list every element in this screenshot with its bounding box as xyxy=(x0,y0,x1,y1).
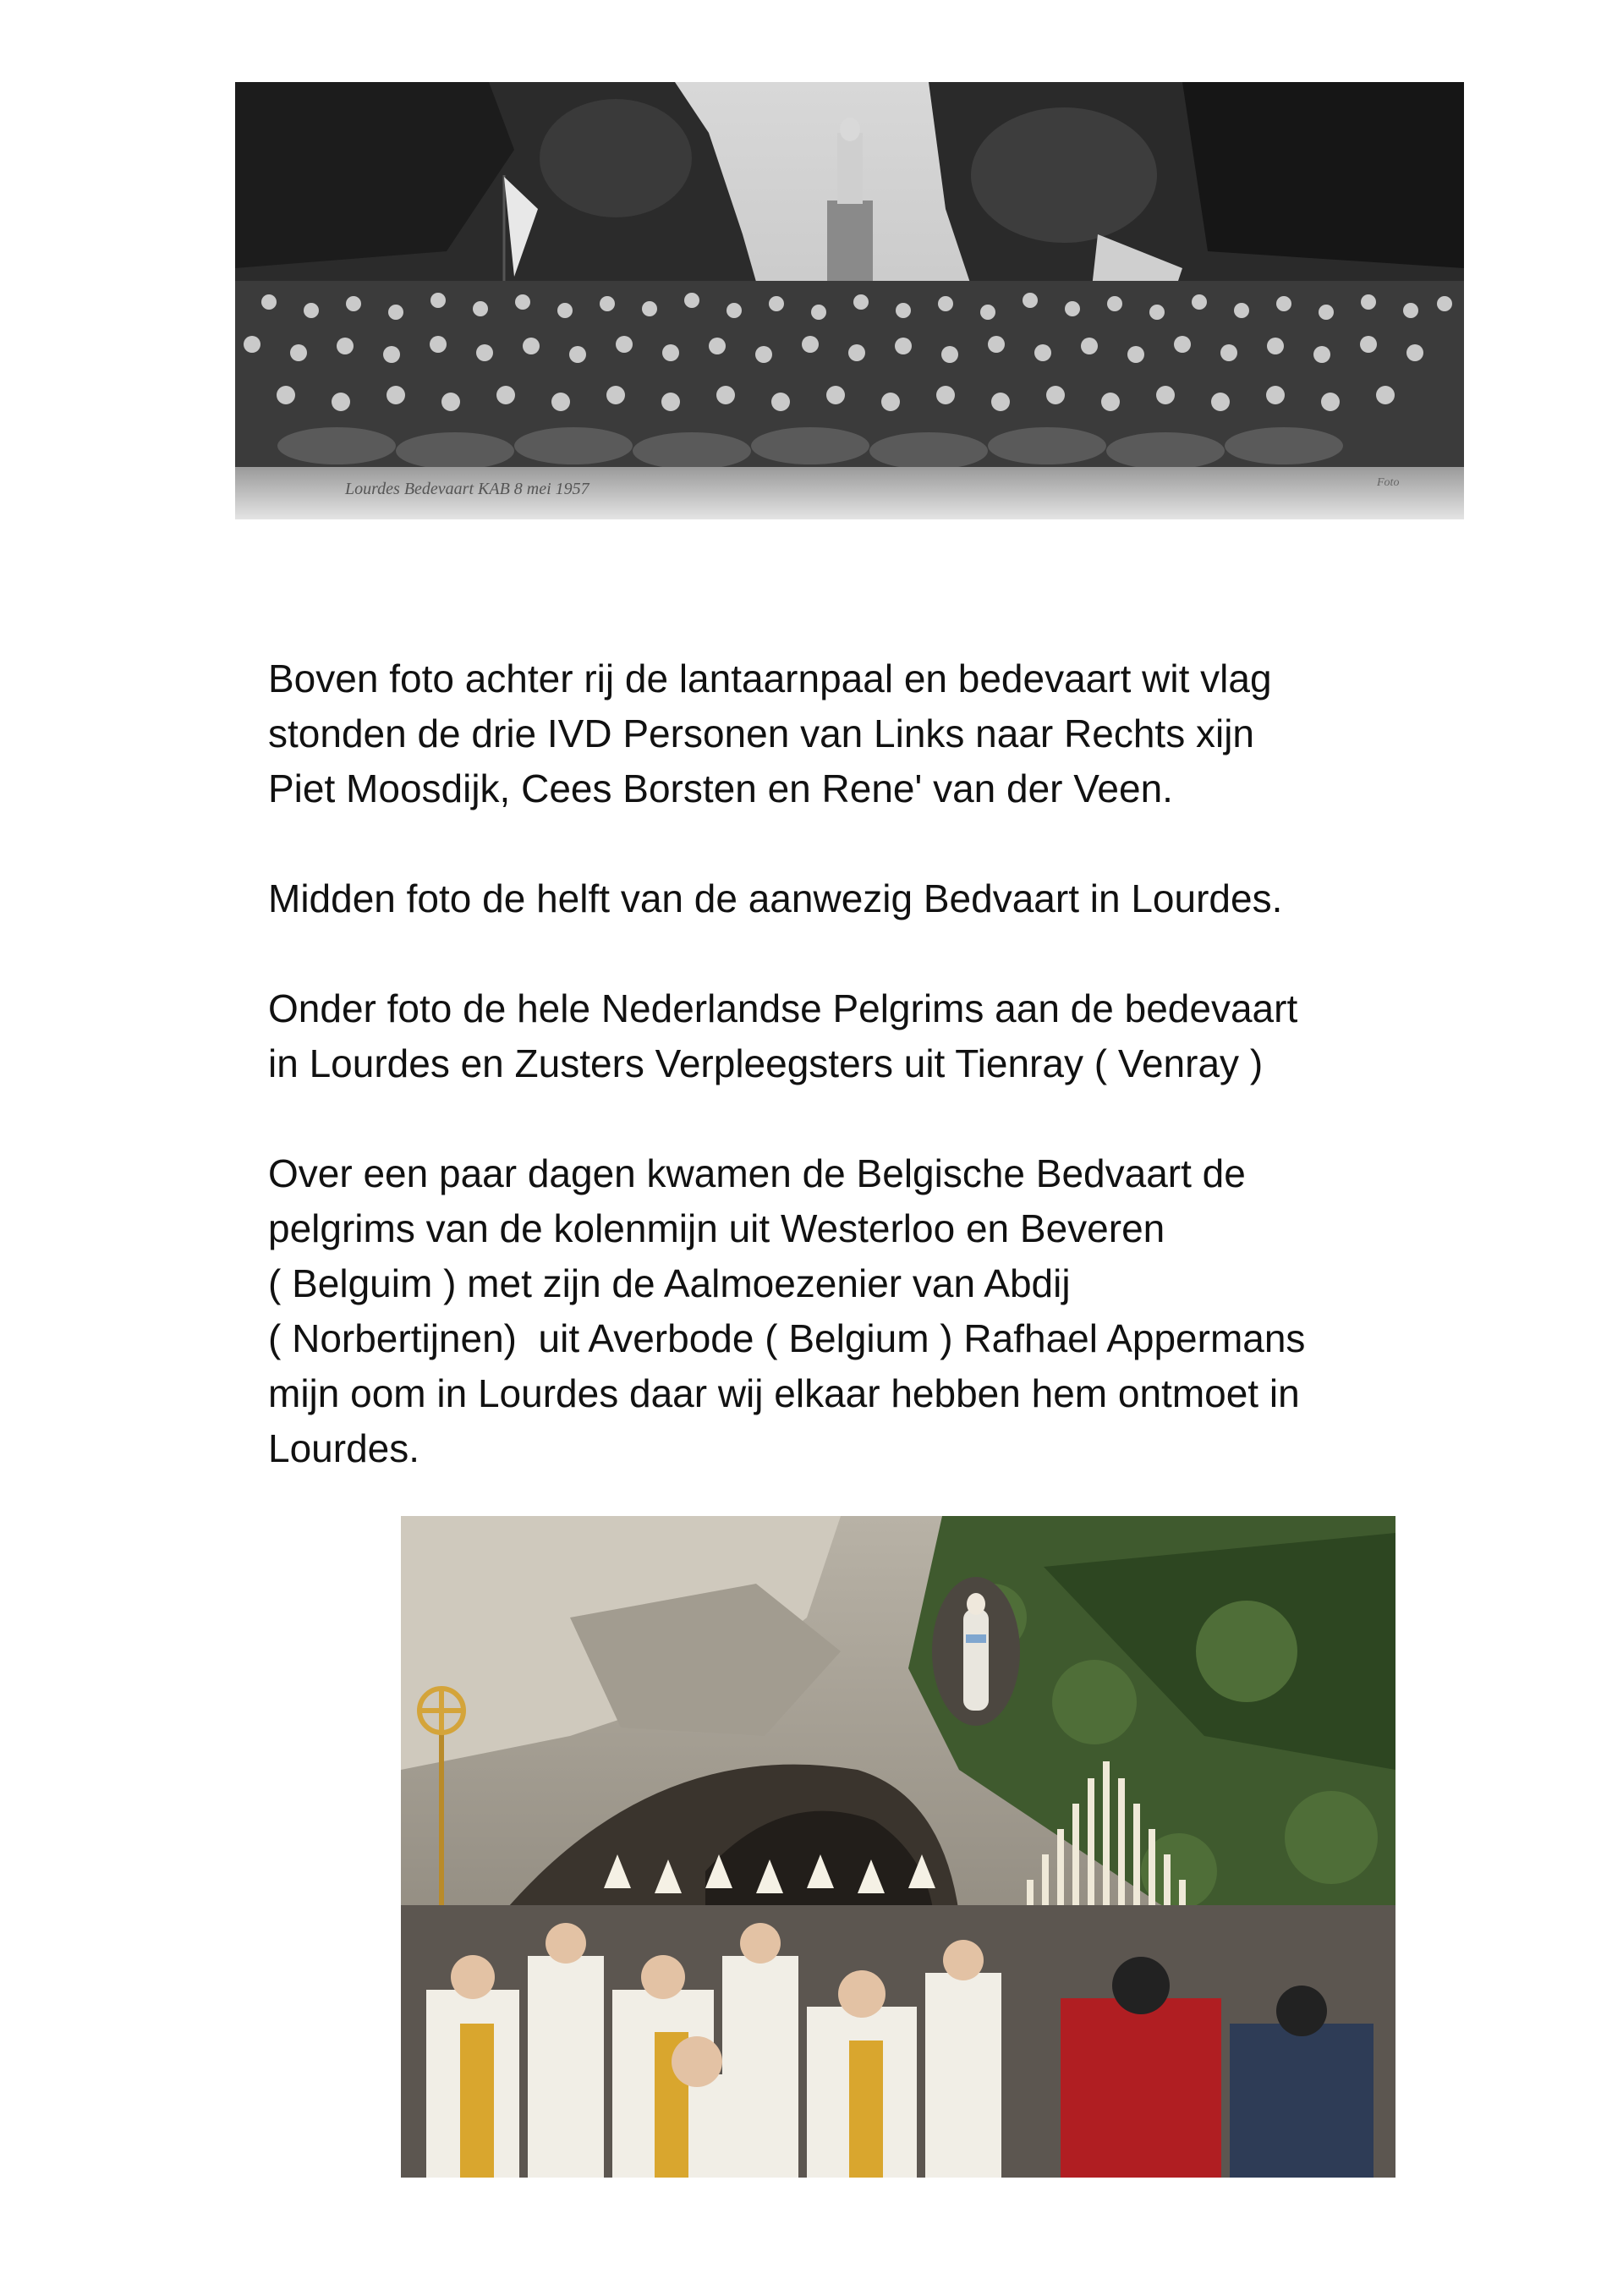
text-line: Piet Moosdijk, Cees Borsten en Rene' van der Veen. xyxy=(268,766,1173,810)
text-line: in Lourdes en Zusters Verpleegsters uit Tienray ( Venray ) xyxy=(268,1041,1264,1085)
text-line: Onder foto de hele Nederlandse Pelgrims aan de bedevaart xyxy=(268,986,1298,1030)
group-photo-illustration xyxy=(235,82,1464,519)
text-line: mijn oom in Lourdes daar wij elkaar hebben hem ontmoet in xyxy=(268,1371,1300,1415)
text-line: stonden de drie IVD Personen van Links naar Rechts xijn xyxy=(268,711,1254,755)
text-line: Over een paar dagen kwamen de Belgische Bedvaart de xyxy=(268,1151,1246,1195)
text-line: Lourdes. xyxy=(268,1426,420,1470)
text-line: Midden foto de helft van de aanwezig Bedvaart in Lourdes. xyxy=(268,876,1283,920)
text-line: ( Belguim ) met zijn de Aalmoezenier van Abdij xyxy=(268,1261,1071,1305)
text-line: ( Norbertijnen) uit Averbode ( Belgium ) Rafhael Appermans xyxy=(268,1316,1306,1360)
paragraph-top-photo xyxy=(268,651,1486,816)
description-text xyxy=(268,651,1486,1476)
text-line: pelgrims van de kolenmijn uit Westerloo en Beveren xyxy=(268,1206,1165,1250)
paragraph-bottom-photo xyxy=(268,981,1486,1091)
paragraph-belgian-pilgrimage xyxy=(268,1146,1486,1476)
paragraph-middle-photo xyxy=(268,871,1486,926)
photo-signature: Foto xyxy=(1377,476,1400,489)
group-photo-1957 xyxy=(235,82,1464,519)
grotto-mass-photo xyxy=(401,1516,1395,2178)
text-line: Boven foto achter rij de lantaarnpaal en bedevaart wit vlag xyxy=(268,656,1272,700)
grotto-illustration xyxy=(401,1516,1395,2178)
photo-caption: Lourdes Bedevaart KAB 8 mei 1957 xyxy=(345,480,589,498)
